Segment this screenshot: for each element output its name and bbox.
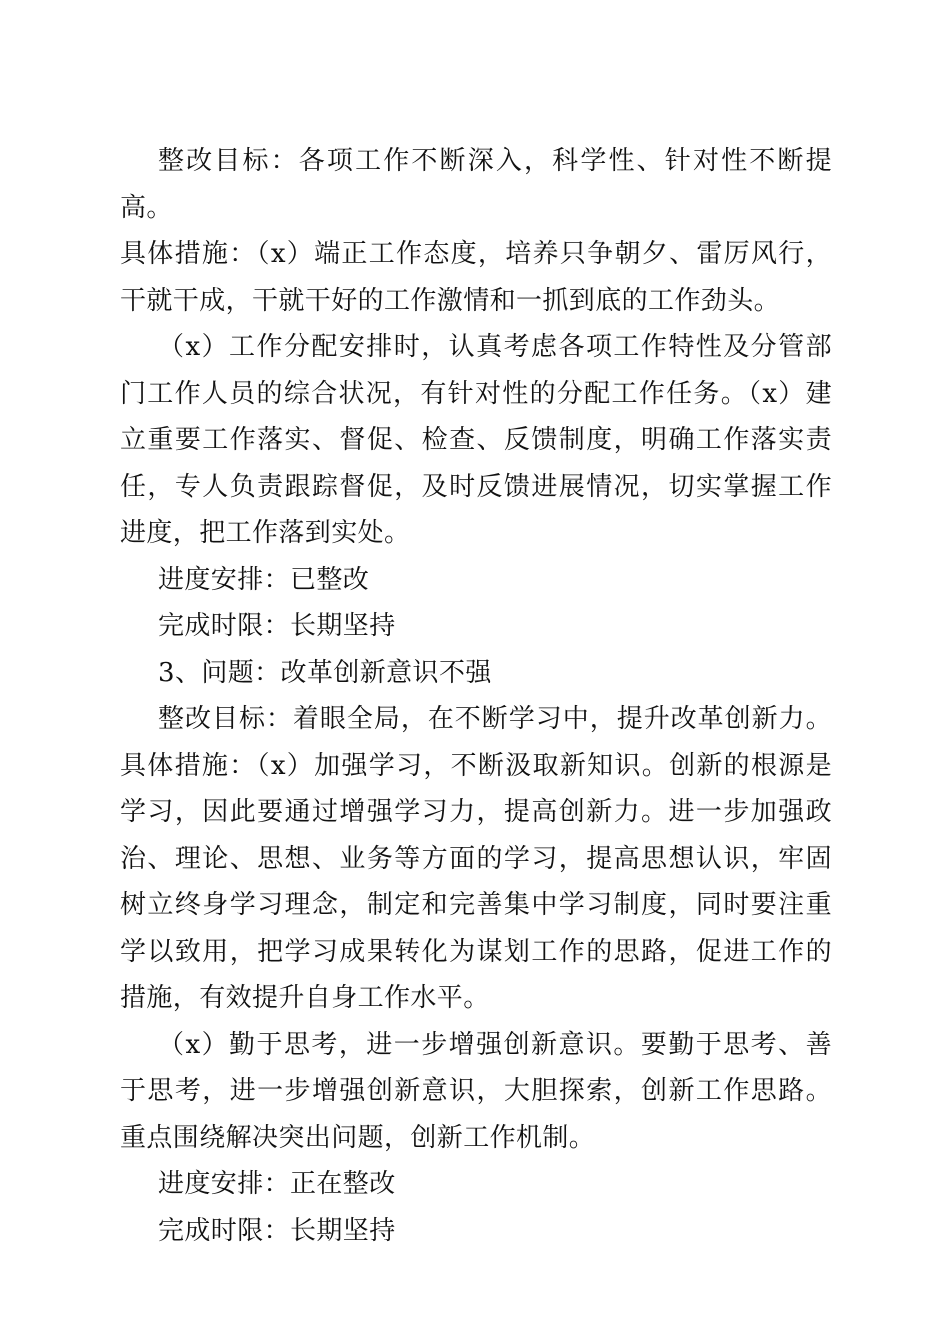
progress-arrangement-1: 进度安排：已整改 <box>158 564 370 595</box>
measure-paragraph-2: （x）工作分配安排时，认真考虑各项工作特性及分管部门工作人员的综合状况，有针对性的分配工作任务。（x）建立重要工作落实、督促、检查、反馈制度，明确工作落实责任，专人负责跟踪督促，及时反馈进展情况，切实掌握工作进度，把工作落到实处。 <box>120 332 832 548</box>
completion-deadline-3: 完成时限：长期坚持 <box>158 1215 396 1246</box>
rectification-goal-3: 整改目标：着眼全局，在不断学习中，提升改革创新力。具体措施：（x）加强学习，不断汲取新知识。创新的根源是学习，因此要通过增强学习力，提高创新力。进一步加强政治、理论、思想、业务等方面的学习，提高思想认识，牢固树立终身学习理念，制定和完善集中学习制度，同时要注重学以致用，把学习成果转化为谋划工作的思路，促进工作的措施，有效提升自身工作水平。 <box>120 704 832 1013</box>
document-body <box>120 138 832 1254</box>
problem-heading-3: 3、问题：改革创新意识不强 <box>158 657 492 688</box>
progress-arrangement-3: 进度安排：正在整改 <box>158 1169 396 1199</box>
rectification-goal-1: 整改目标：各项工作不断深入，科学性、针对性不断提高。 <box>120 146 832 223</box>
specific-measures-1: 具体措施：（x）端正工作态度，培养只争朝夕、雷厉风行，干就干成，干就干好的工作激情和一抓到底的工作劲头。 <box>120 239 832 316</box>
completion-deadline-1: 完成时限：长期坚持 <box>158 611 396 641</box>
measure-paragraph-thinking: （x）勤于思考，进一步增强创新意识。要勤于思考、善于思考，进一步增强创新意识，大胆探索，创新工作思路。重点围绕解决突出问题，创新工作机制。 <box>120 1029 832 1153</box>
